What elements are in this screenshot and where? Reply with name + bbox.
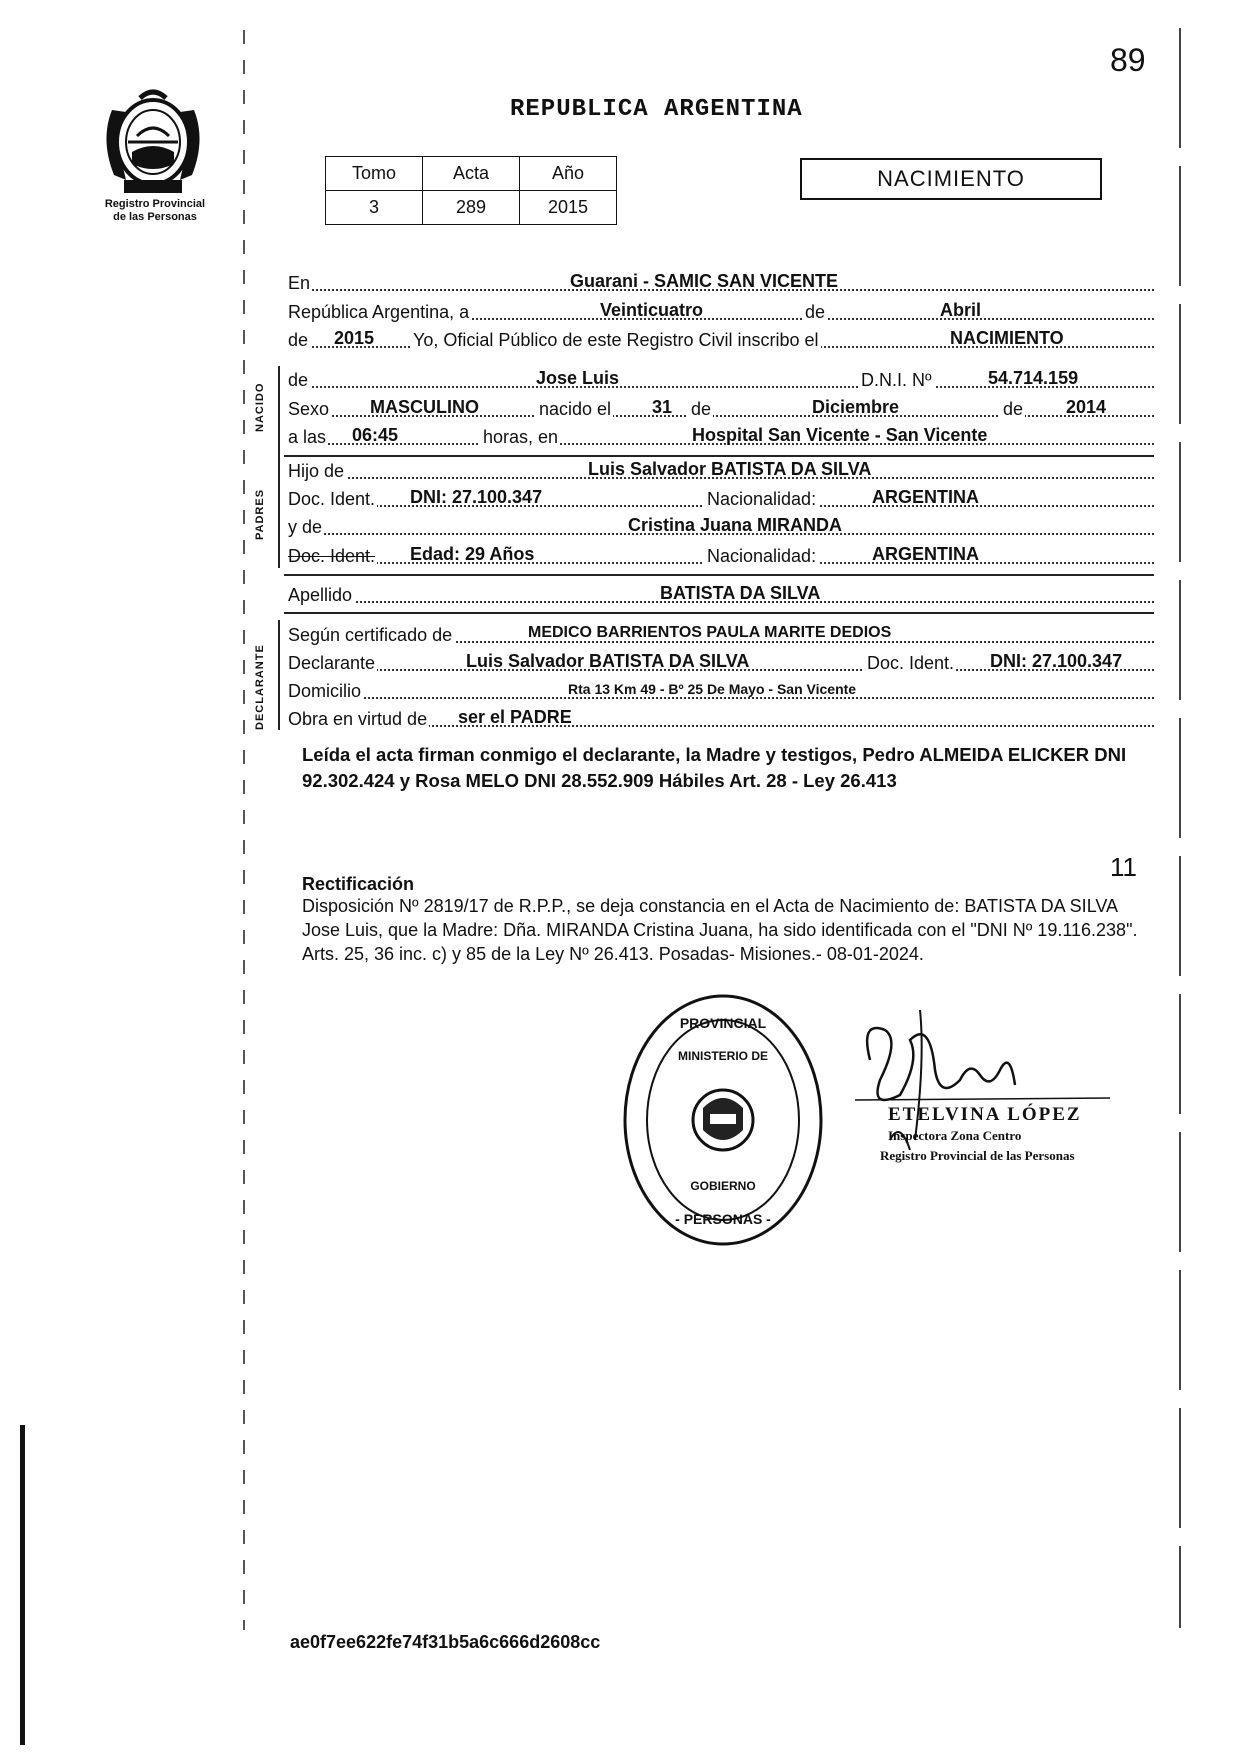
field-sex-line	[288, 396, 1154, 420]
value-act-type: NACIMIENTO	[950, 328, 1064, 348]
record-header-row	[326, 157, 617, 191]
issuer-line-1: Registro Provincial	[104, 198, 206, 210]
value-father-nationality: ARGENTINA	[872, 487, 979, 507]
label-father-nationality: Nacionalidad:	[704, 488, 818, 510]
label-en: En	[288, 273, 311, 293]
field-obra-line	[288, 706, 1154, 730]
label-declarant-doc: Doc. Ident.	[864, 652, 956, 674]
field-father-line	[288, 458, 1154, 482]
page-number: 89	[1110, 42, 1146, 78]
label-domicilio: Domicilio	[288, 681, 362, 701]
field-time-line	[288, 424, 1154, 448]
document-title: REPUBLICA ARGENTINA	[510, 96, 803, 123]
signatory-title: Inspectora Zona Centro	[888, 1128, 1022, 1143]
signatory-name: ETELVINA LÓPEZ	[888, 1104, 1082, 1125]
value-declarant-doc: DNI: 27.100.347	[990, 651, 1123, 671]
issuer-line-2: de las Personas	[113, 211, 197, 223]
svg-text:- PERSONAS -: - PERSONAS -	[675, 1211, 771, 1227]
field-date-line	[288, 299, 1154, 323]
label-horas-en: horas, en	[480, 426, 560, 448]
label-dni: D.N.I. Nº	[858, 369, 934, 391]
svg-text:PROVINCIAL: PROVINCIAL	[679, 1015, 767, 1031]
side-label-declarante: DECLARANTE	[254, 644, 266, 730]
svg-text:MINISTERIO DE: MINISTERIO DE	[677, 1049, 769, 1063]
label-a-las: a las	[288, 427, 327, 447]
value-year: 2015	[334, 328, 375, 348]
value-birth-time: 06:45	[352, 425, 399, 445]
value-certificate: MEDICO BARRIENTOS PAULA MARITE DEDIOS	[528, 624, 892, 641]
side-label-nacido: NACIDO	[254, 382, 266, 432]
record-header-acta: Acta	[423, 157, 520, 191]
record-value-row	[326, 191, 617, 225]
label-de-year: de	[288, 330, 309, 350]
field-certificate-line	[288, 622, 1154, 646]
value-dni: 54.714.159	[988, 368, 1079, 388]
label-sexo: Sexo	[288, 399, 330, 419]
rectification-text: Disposición Nº 2819/17 de R.P.P., se deja constancia en el Acta de Nacimiento de: BATISTA DA SILVA Jose Luis, que la Madre: Dña. MIRANDA Cristina Juana, ha sido identificada con el "DNI Nº 19.116.238". Arts. 25, 36 inc. c) y 85 de la Ley Nº 26.413. Posadas- Misiones.- 08-01-2024.	[302, 896, 1138, 964]
margin-fold-marks	[243, 30, 245, 1630]
record-header-anio: Año	[520, 157, 617, 191]
label-de-name: de	[288, 370, 309, 390]
field-father-doc-line	[288, 486, 1154, 510]
value-mother-doc: Edad: 29 Años	[410, 544, 535, 564]
rectification-number: 11	[1110, 852, 1137, 882]
label-segun: Según certificado de	[288, 625, 453, 645]
field-mother-doc-line	[288, 543, 1154, 567]
value-mother: Cristina Juana MIRANDA	[628, 515, 843, 535]
label-nacido-el: nacido el	[536, 398, 613, 420]
label-republica: República Argentina, a	[288, 302, 470, 322]
field-declarant-line	[288, 650, 1154, 674]
value-birth-month: Diciembre	[812, 397, 900, 417]
label-y-de: y de	[288, 517, 323, 537]
label-declarante: Declarante	[288, 653, 376, 673]
field-address-line	[288, 678, 1154, 702]
record-table	[325, 156, 617, 225]
value-father-doc: DNI: 27.100.347	[410, 487, 543, 507]
right-edge-rule	[1179, 28, 1181, 1628]
document-type-box: NACIMIENTO	[800, 158, 1102, 200]
label-de-birth-month: de	[688, 398, 713, 420]
label-mother-nationality: Nacionalidad:	[704, 545, 818, 567]
section-divider-nacido	[284, 455, 1154, 457]
value-father: Luis Salvador BATISTA DA SILVA	[588, 459, 872, 479]
record-value-acta: 289	[423, 191, 520, 225]
section-divider-apellido	[284, 612, 1154, 614]
signatory-office: Registro Provincial de las Personas	[880, 1148, 1075, 1163]
label-oficial-text: Yo, Oficial Público de este Registro Civil inscribo el	[410, 329, 821, 351]
value-address: Rta 13 Km 49 - Bº 25 De Mayo - San Vicente	[568, 681, 857, 697]
rectification-heading: Rectificación	[302, 874, 415, 894]
scan-edge-bar	[20, 1425, 25, 1745]
value-birth-place: Hospital San Vicente - San Vicente	[692, 425, 988, 445]
record-value-anio: 2015	[520, 191, 617, 225]
provincial-emblem-logo	[92, 80, 214, 198]
value-month: Abril	[940, 300, 982, 320]
value-birth-day: 31	[652, 397, 673, 417]
label-mother-doc: Doc. Ident.	[288, 546, 376, 566]
label-obra: Obra en virtud de	[288, 709, 428, 729]
official-stamp-seal	[618, 990, 828, 1250]
value-surname: BATISTA DA SILVA	[660, 583, 821, 603]
field-year-line	[288, 327, 1154, 351]
record-value-tomo: 3	[326, 191, 423, 225]
closing-statement: Leída el acta firman conmigo el declarante, la Madre y testigos, Pedro ALMEIDA ELICKER DNI 92.302.424 y Rosa MELO DNI 28.552.909 Hábiles Art. 28 - Ley 26.413	[302, 744, 1127, 791]
value-sex: MASCULINO	[370, 397, 479, 417]
field-name-line	[288, 367, 1154, 391]
value-obra: ser el PADRE	[458, 707, 572, 727]
value-birth-year: 2014	[1066, 397, 1107, 417]
svg-text:GOBIERNO: GOBIERNO	[690, 1179, 756, 1193]
field-surname-line	[288, 582, 1154, 606]
field-mother-line	[288, 514, 1154, 538]
label-hijo-de: Hijo de	[288, 461, 345, 481]
label-father-doc: Doc. Ident.	[288, 489, 376, 509]
side-label-padres: PADRES	[254, 488, 266, 540]
value-place: Guarani - SAMIC SAN VICENTE	[570, 271, 839, 291]
record-header-tomo: Tomo	[326, 157, 423, 191]
value-day-words: Veinticuatro	[600, 300, 704, 320]
value-name: Jose Luis	[536, 368, 620, 388]
issuer-caption	[80, 198, 230, 224]
label-de-month: de	[802, 301, 827, 323]
section-divider-padres	[284, 574, 1154, 576]
field-place-line	[288, 270, 1154, 294]
value-mother-nationality: ARGENTINA	[872, 544, 979, 564]
value-declarant: Luis Salvador BATISTA DA SILVA	[466, 651, 750, 671]
label-apellido: Apellido	[288, 585, 353, 605]
document-hash: ae0f7ee622fe74f31b5a6c666d2608cc	[290, 1632, 601, 1652]
label-de-birth-year: de	[1000, 398, 1025, 420]
